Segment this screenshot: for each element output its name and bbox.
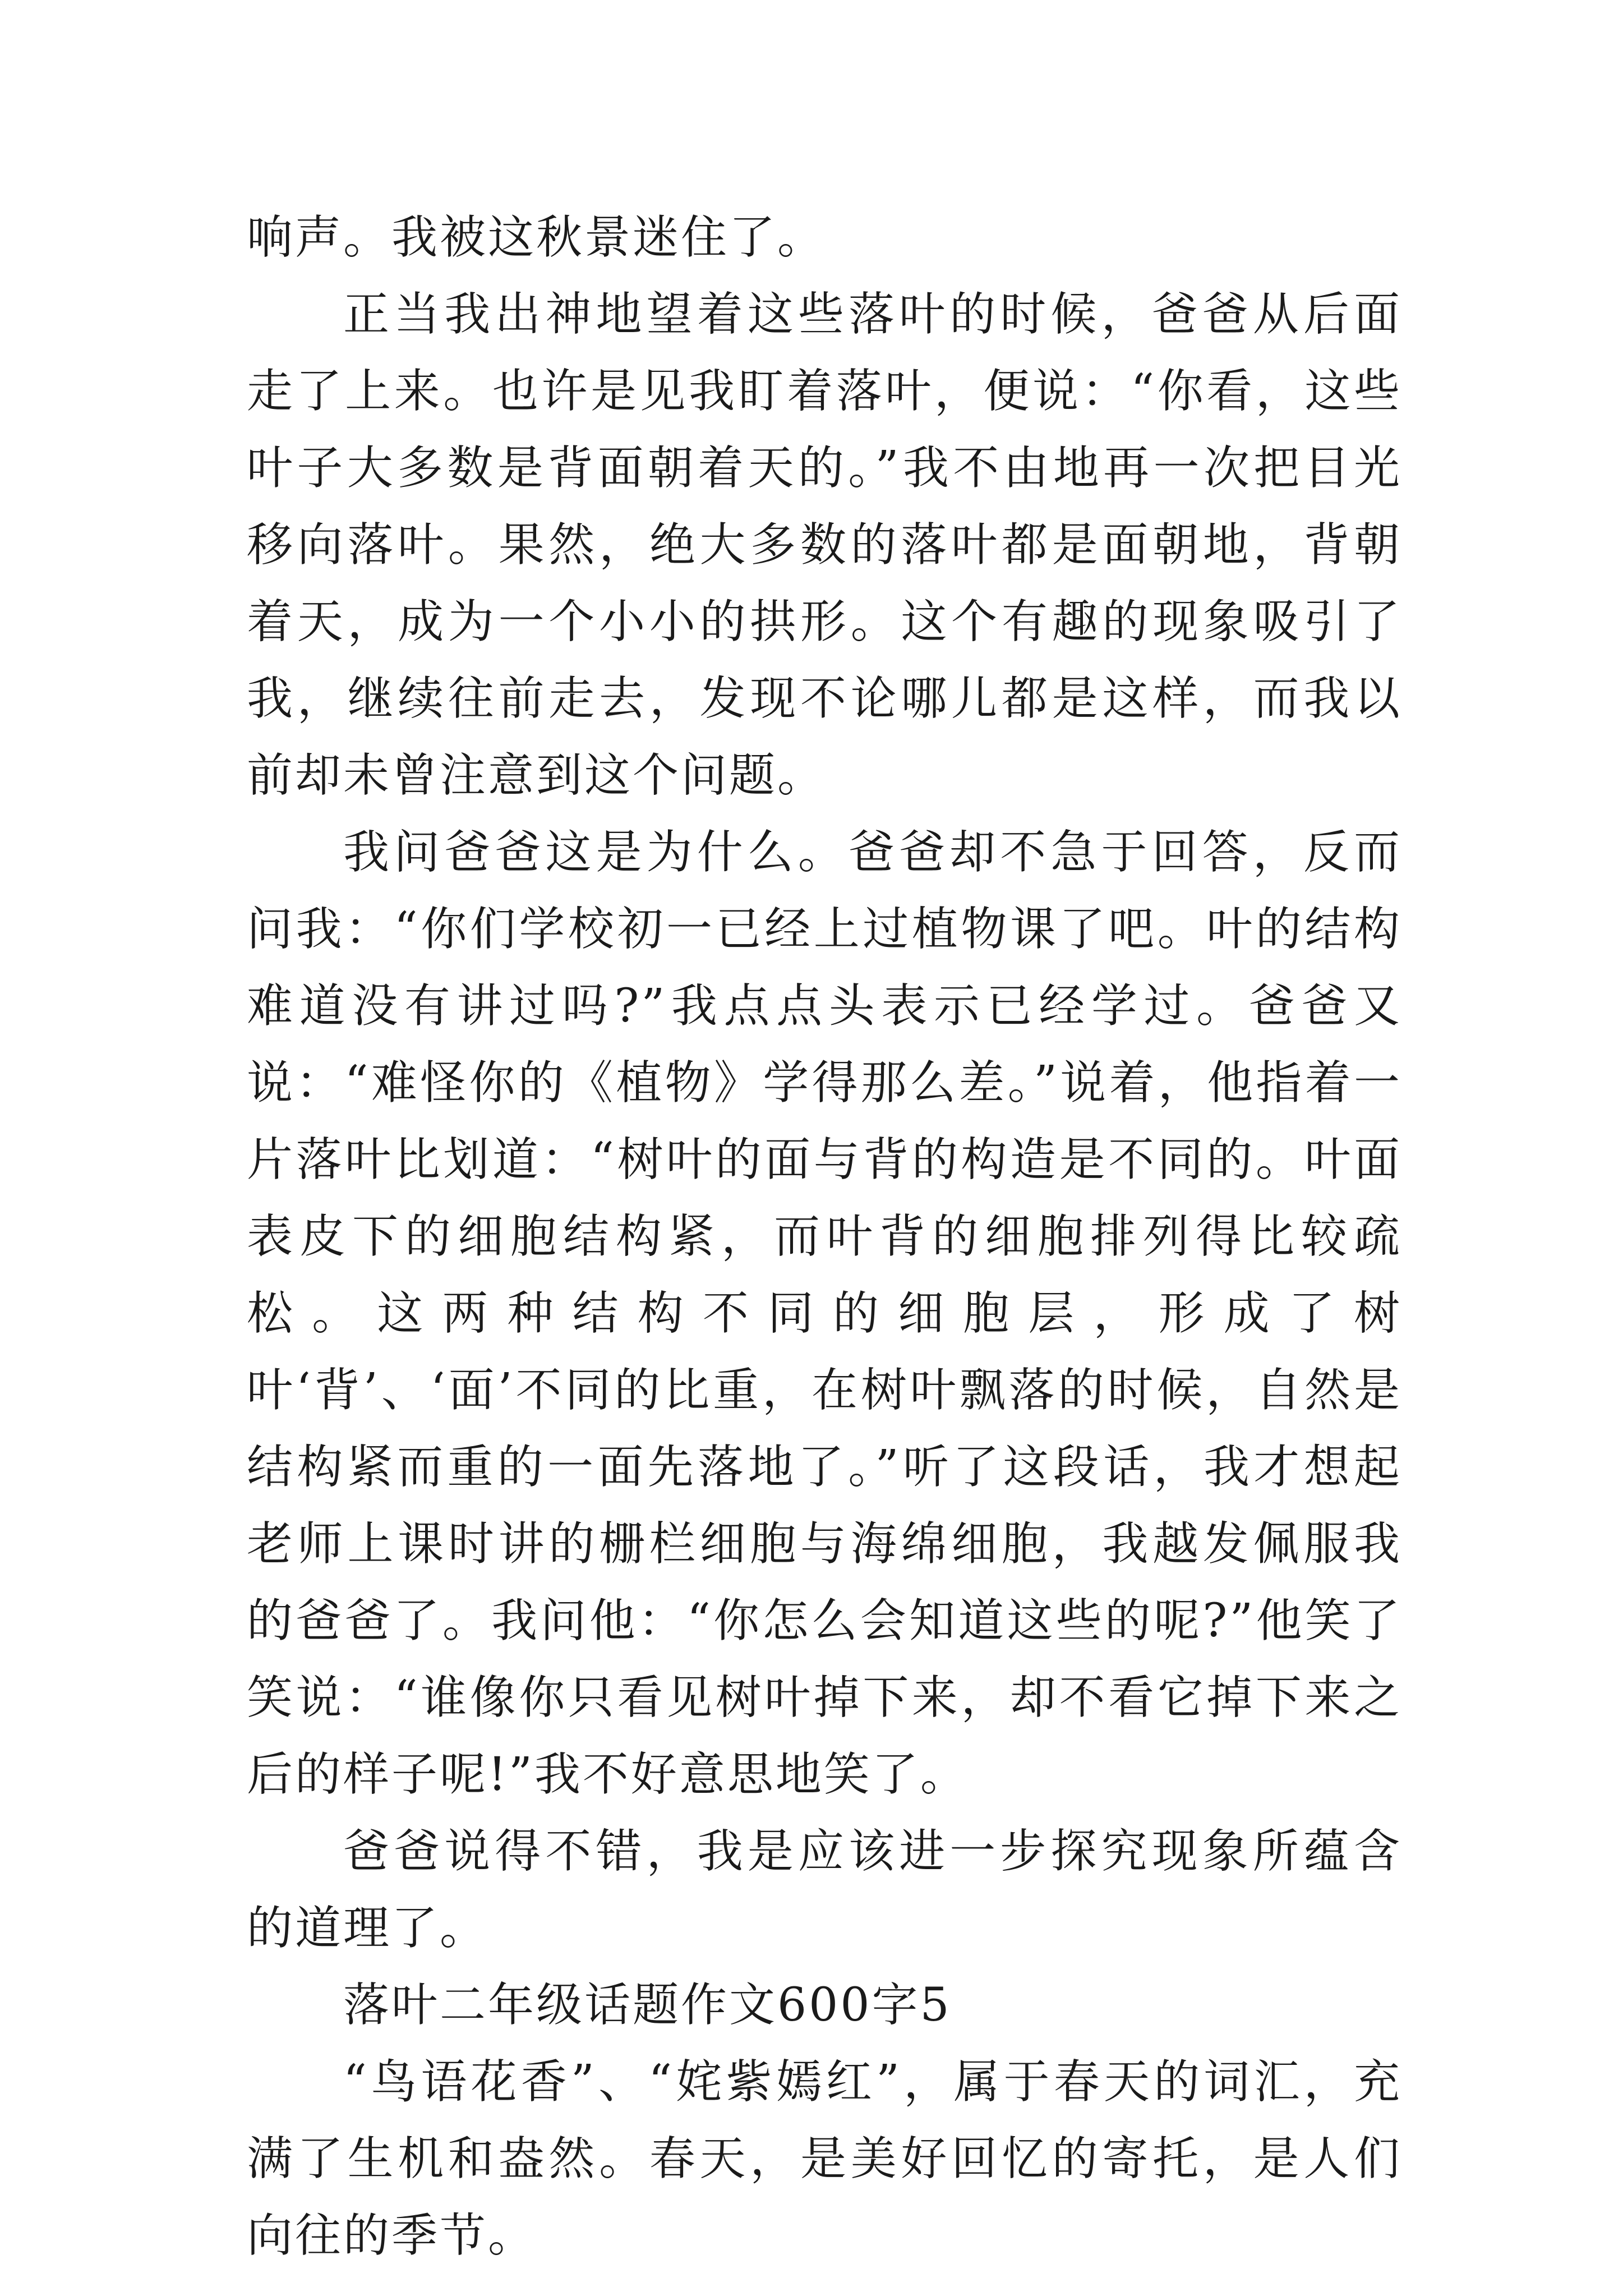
paragraph-father-explains: 我问爸爸这是为什么。爸爸却不急于回答，反而问我：“你们学校初一已经上过植物课了吧。叶的结构难道没有讲过吗?”我点点头表示已经学过。爸爸又说：“难怪你的《植物》学得那么差。”说着，他指着一片落叶比划道：“树叶的面与背的构造是不同的。叶面表皮下的细胞结构紧，而叶背的细胞排列得比较疏松。这两种结构不同的细胞层，形成了树叶‘背’、‘面’不同的比重，在树叶飘落的时候，自然是结构紧而重的一面先落地了。”听了这段话，我才想起老师上课时讲的栅栏细胞与海绵细胞，我越发佩服我的爸爸了。我问他：“你怎么会知道这些的呢?”他笑了笑说：“谁像你只看见树叶掉下来，却不看它掉下来之后的样子呢!”我不好意思地笑了。 <box>247 826 1402 1801</box>
paragraph-continuation: 响声。我被这秋景迷住了。 <box>247 211 826 264</box>
essay-title: 落叶二年级话题作文600字5 <box>343 1978 952 2032</box>
paragraph-falling-leaves: 正当我出神地望着这些落叶的时候，爸爸从后面走了上来。也许是见我盯着落叶，便说：“你看，这些叶子大多数是背面朝着天的。”我不由地再一次把目光移向落叶。果然，绝大多数的落叶都是面朝地，背朝着天，成为一个小小的拱形。这个有趣的现象吸引了我，继续往前走去，发现不论哪儿都是这样，而我以前却未曾注意到这个问题。 <box>247 288 1402 802</box>
paragraph-spring-intro: “鸟语花香”、“姹紫嫣红”，属于春天的词汇，充满了生机和盎然。春天，是美好回忆的寄托，是人们向往的季节。 <box>247 2055 1402 2262</box>
essay-body <box>247 199 1402 2274</box>
paragraph-conclusion: 爸爸说得不错，我是应该进一步探究现象所蕴含的道理了。 <box>247 1825 1402 1955</box>
